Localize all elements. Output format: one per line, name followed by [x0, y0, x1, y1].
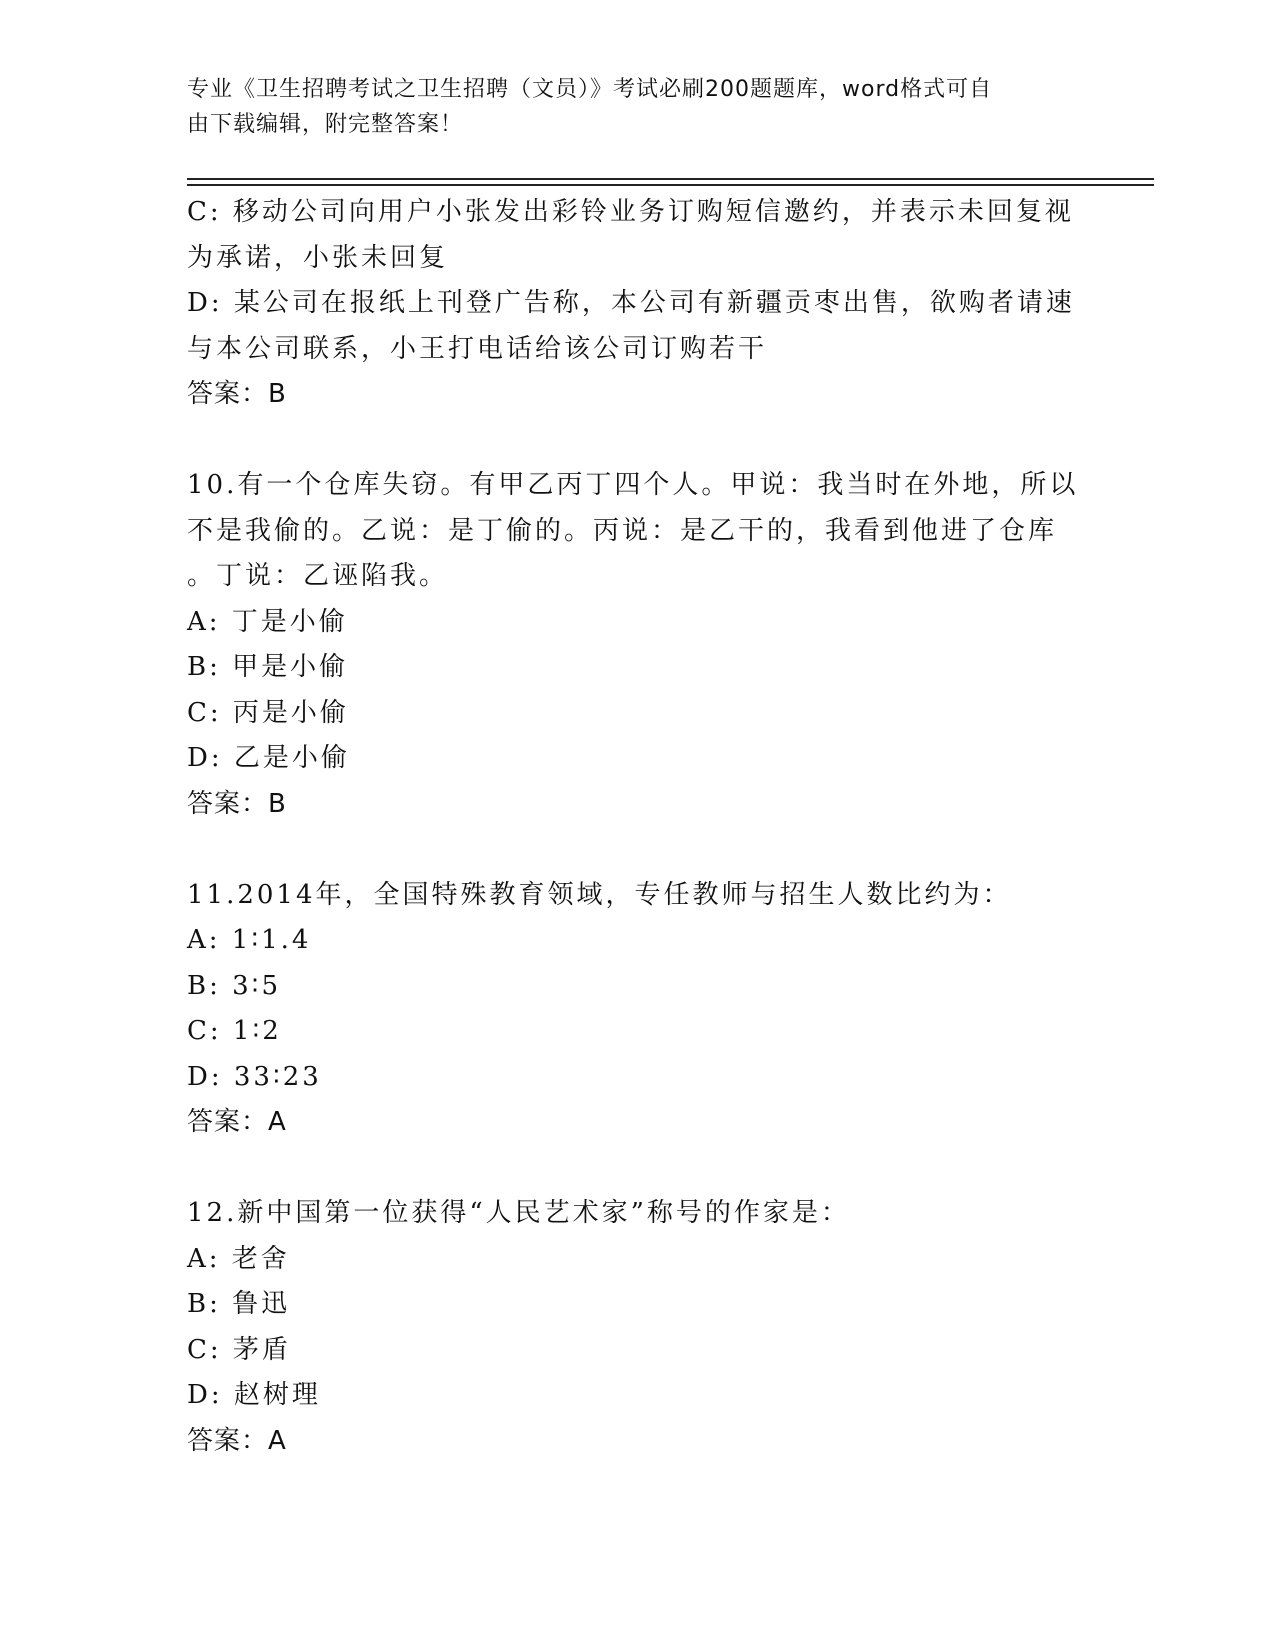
- option-c: C: 茅盾: [187, 1334, 291, 1365]
- header-line-2: 由下载编辑，附完整答案！: [187, 112, 464, 137]
- spacer: [187, 1146, 1087, 1192]
- answer: 答案：B: [187, 788, 287, 819]
- document-header: [187, 72, 1087, 142]
- option-c: C: 1∶2: [187, 1016, 282, 1046]
- answer: 答案：A: [187, 1107, 287, 1137]
- answer: 答案：B: [187, 379, 287, 409]
- option-d-line-2: 与本公司联系，小王打电话给该公司订购若干: [187, 333, 768, 364]
- question-stem: 11.2014年，全国特殊教育领域，专任教师与招生人数比约为：: [187, 879, 1012, 910]
- option-d: D: 赵树理: [187, 1380, 321, 1410]
- question-stem-line-3: 。丁说：乙诬陷我。: [187, 561, 449, 591]
- option-a: A: 1∶1.4: [187, 925, 312, 955]
- answer: 答案：A: [187, 1425, 287, 1456]
- header-divider-top: [187, 178, 1154, 180]
- option-a: A: 丁是小偷: [187, 606, 348, 637]
- option-c-line-1: C: 移动公司向用户小张发出彩铃业务订购短信邀约，并表示未回复视: [187, 197, 1074, 227]
- document-body: [187, 190, 1087, 1464]
- option-d-line-1: D: 某公司在报纸上刊登广告称，本公司有新疆贡枣出售，欲购者请速: [187, 288, 1075, 318]
- spacer: [187, 827, 1087, 873]
- question-stem-line-1: 10.有一个仓库失窃。有甲乙丙丁四个人。甲说：我当时在外地，所以: [187, 470, 1079, 500]
- question-12: [187, 1191, 1087, 1464]
- spacer: [187, 418, 1087, 464]
- option-c: C: 丙是小偷: [187, 697, 349, 728]
- option-a: A: 老舍: [187, 1243, 290, 1274]
- option-b: B: 甲是小偷: [187, 652, 349, 682]
- option-b: B: 鲁迅: [187, 1289, 291, 1319]
- question-stem-line-2: 不是我偷的。乙说：是丁偷的。丙说：是乙干的，我看到他进了仓库: [187, 515, 1058, 546]
- option-b: B: 3∶5: [187, 970, 281, 1001]
- header-divider-bottom: [187, 184, 1154, 186]
- question-stem: 12.新中国第一位获得“人民艺术家”称号的作家是：: [187, 1198, 850, 1228]
- option-d: D: 乙是小偷: [187, 743, 350, 773]
- question-9-tail: [187, 190, 1087, 418]
- question-10: [187, 463, 1087, 827]
- option-d: D: 33∶23: [187, 1061, 322, 1092]
- option-c-line-2: 为承诺，小张未回复: [187, 242, 449, 273]
- question-11: [187, 873, 1087, 1146]
- header-line-1: 专业《卫生招聘考试之卫生招聘（文员）》考试必刷200题题库，word格式可自: [187, 77, 993, 102]
